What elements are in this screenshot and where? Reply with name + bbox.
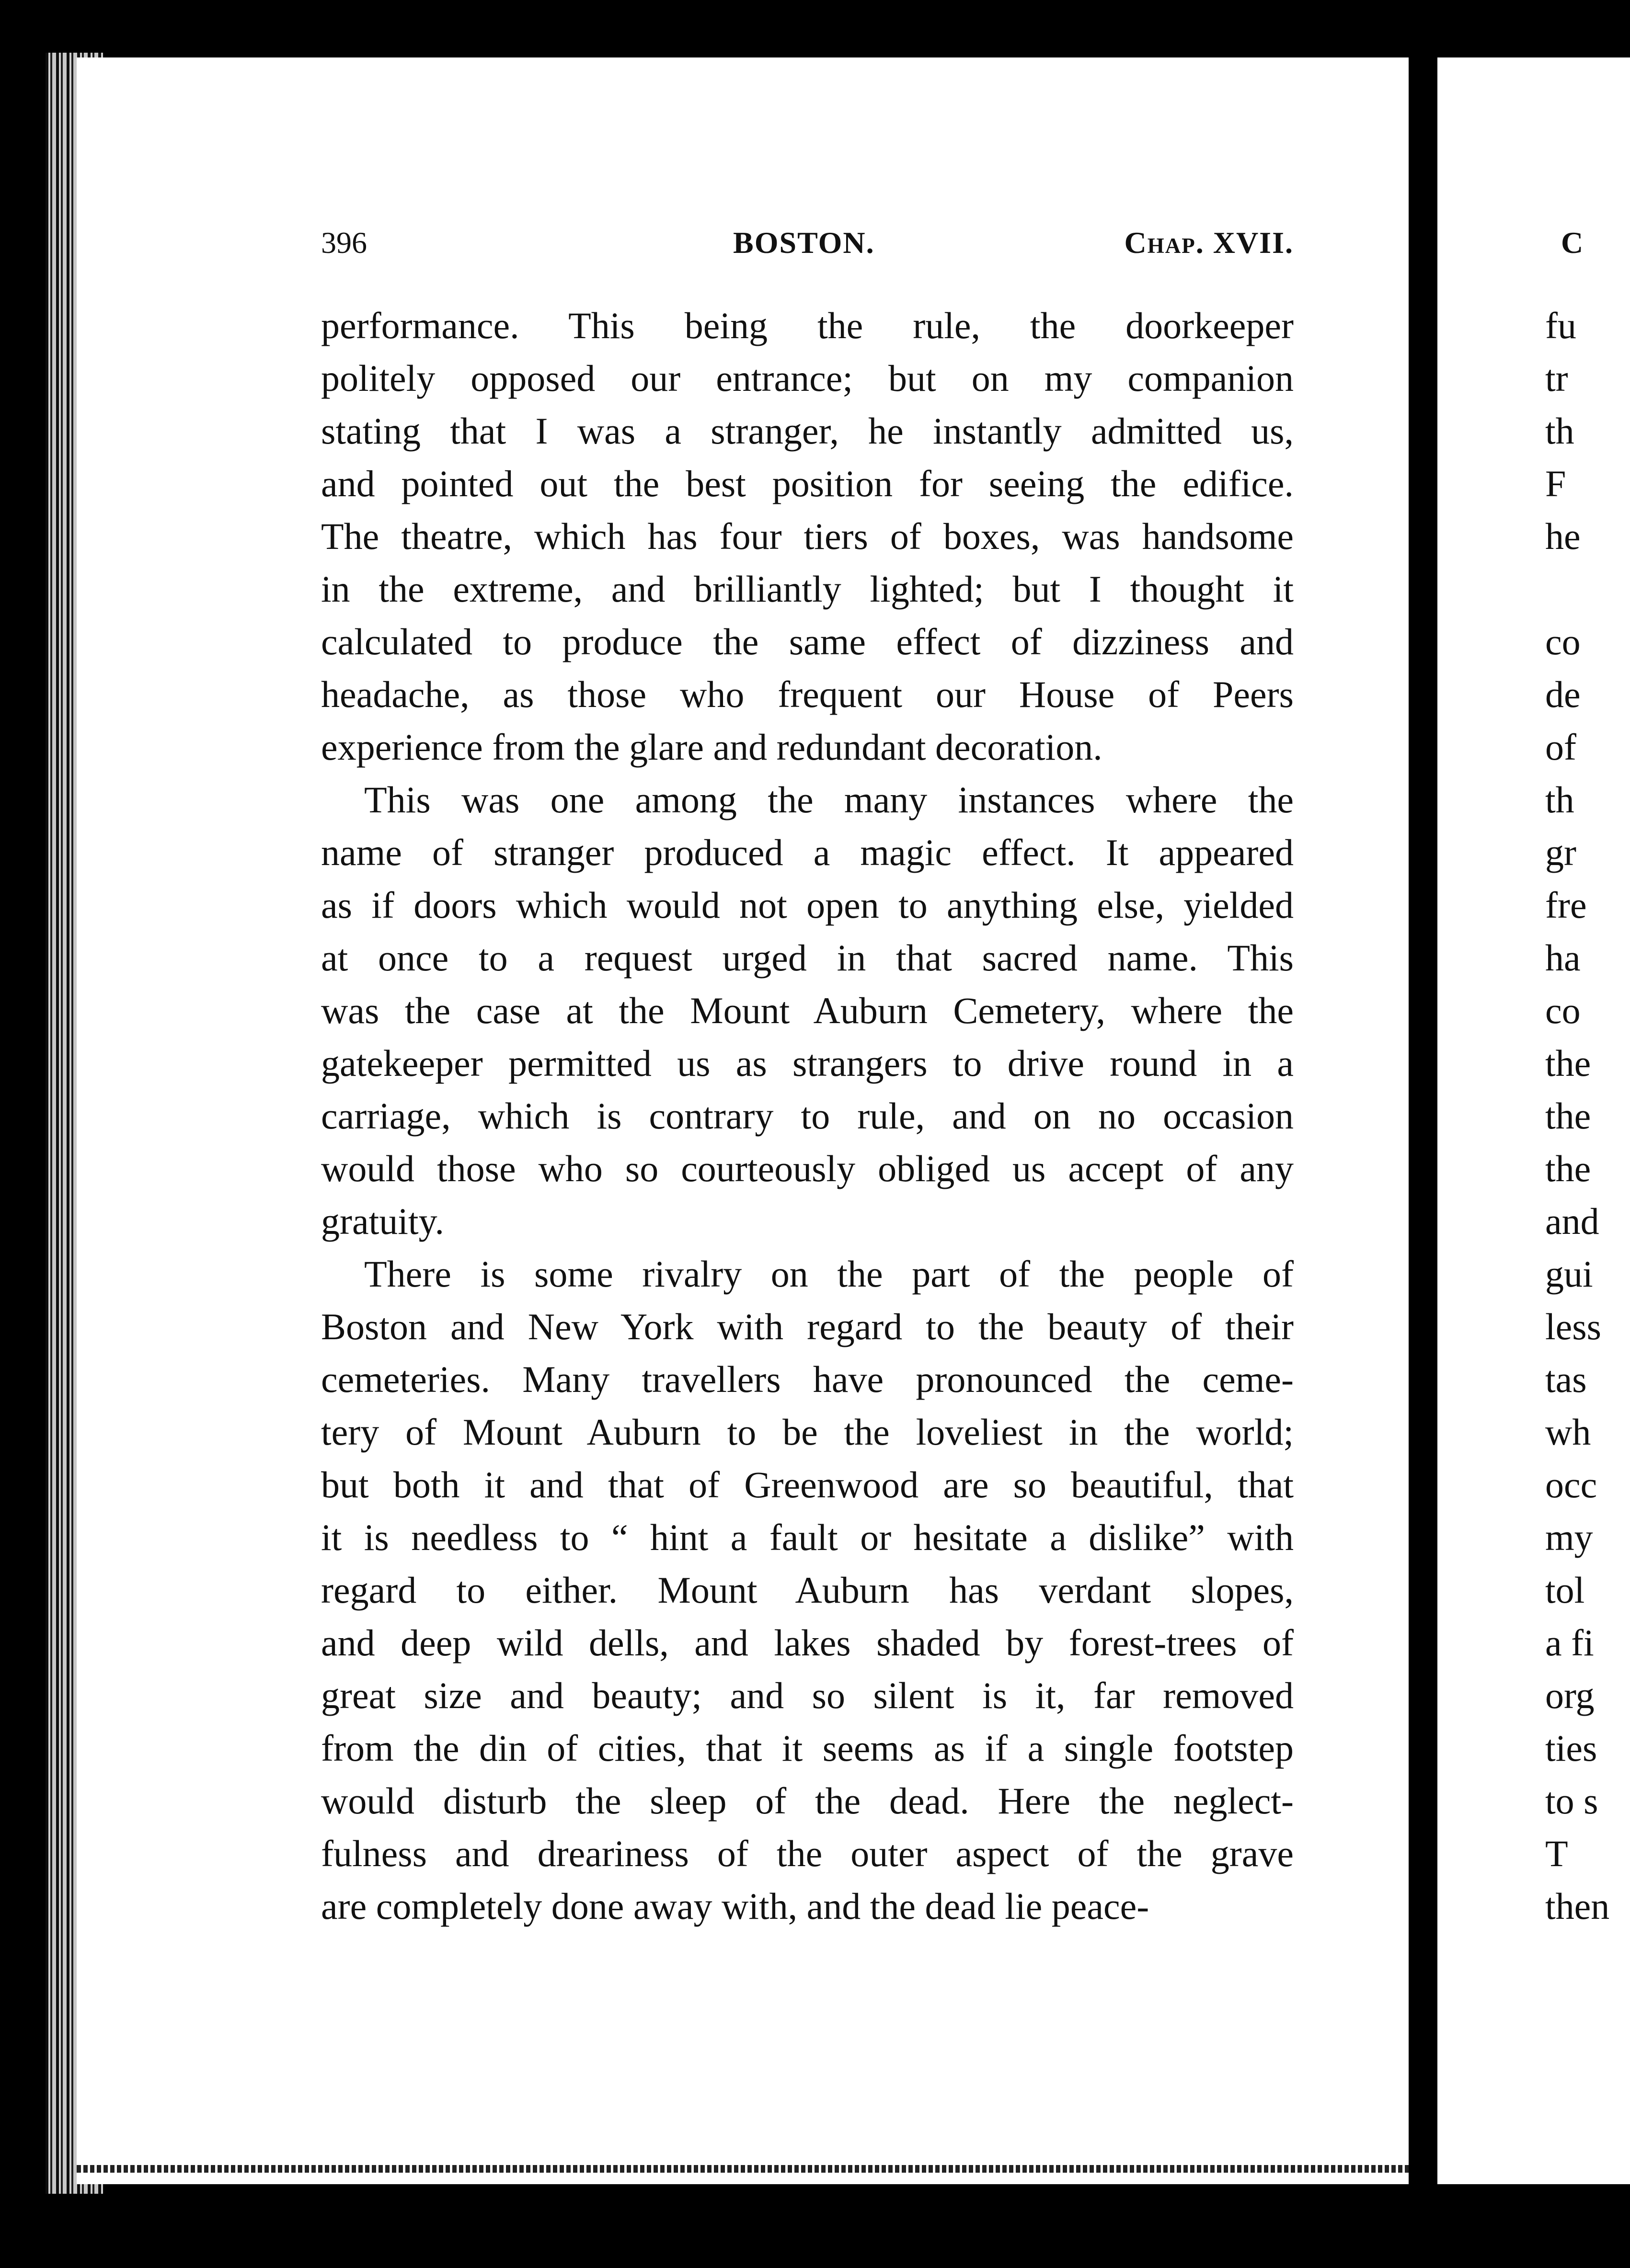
facing-page-fragment: th bbox=[1545, 779, 1574, 821]
facing-page-fragment: fu bbox=[1545, 305, 1576, 346]
text-line: calculated to produce the same effect of dizziness and bbox=[321, 621, 1294, 662]
text-line: carriage, which is contrary to rule, and on no occasion bbox=[321, 1095, 1294, 1137]
chapter-label: Chap. XVII. bbox=[1124, 226, 1294, 260]
text-line: as if doors which would not open to anything else, yielded bbox=[321, 884, 1294, 926]
running-header bbox=[321, 225, 1294, 273]
text-line: headache, as those who frequent our House of Peers bbox=[321, 673, 1294, 715]
facing-page-fragment: tr bbox=[1545, 357, 1568, 399]
facing-page-fragment: T bbox=[1545, 1833, 1568, 1874]
text-line: This was one among the many instances where the bbox=[364, 779, 1294, 821]
paragraph bbox=[321, 774, 1294, 1248]
text-line: at once to a request urged in that sacred name. This bbox=[321, 937, 1294, 979]
facing-page-fragment: gr bbox=[1545, 832, 1576, 873]
facing-page-fragment: gui bbox=[1545, 1253, 1593, 1295]
facing-page-fragment: fre bbox=[1545, 884, 1587, 926]
facing-page-fragment: less bbox=[1545, 1306, 1601, 1347]
facing-page-fragment: wh bbox=[1545, 1411, 1591, 1453]
page-bottom-edge bbox=[77, 2165, 1409, 2173]
facing-page-fragment: ties bbox=[1545, 1727, 1597, 1769]
text-line: gratuity. bbox=[321, 1200, 445, 1242]
text-line: regard to either. Mount Auburn has verdant slopes, bbox=[321, 1569, 1294, 1611]
paragraph bbox=[321, 299, 1294, 774]
text-line: fulness and dreariness of the outer aspect of the grave bbox=[321, 1833, 1294, 1874]
text-line: great size and beauty; and so silent is it, far removed bbox=[321, 1675, 1294, 1716]
text-line: in the extreme, and brilliantly lighted; but I thought it bbox=[321, 568, 1294, 610]
facing-page-fragment: co bbox=[1545, 621, 1581, 662]
text-line: name of stranger produced a magic effect. It appeared bbox=[321, 832, 1294, 873]
text-line: cemeteries. Many travellers have pronounced the ceme- bbox=[321, 1358, 1294, 1400]
text-line: politely opposed our entrance; but on my companion bbox=[321, 357, 1294, 399]
facing-page-header-fragment: C bbox=[1561, 226, 1584, 260]
text-line: stating that I was a stranger, he instantly admitted us, bbox=[321, 410, 1294, 452]
facing-page-fragment: tol bbox=[1545, 1569, 1585, 1611]
running-title: BOSTON. bbox=[733, 226, 875, 260]
facing-page-text-fragments bbox=[1545, 299, 1630, 1933]
text-line: tery of Mount Auburn to be the loveliest in the world; bbox=[321, 1411, 1294, 1453]
facing-page-fragment bbox=[1545, 563, 1630, 615]
text-line: would those who so courteously obliged us accept of any bbox=[321, 1148, 1294, 1189]
text-line: and deep wild dells, and lakes shaded by forest-trees of bbox=[321, 1622, 1294, 1664]
paragraph bbox=[321, 1248, 1294, 1933]
facing-page-fragment: ha bbox=[1545, 937, 1581, 979]
text-line: There is some rivalry on the part of the people of bbox=[364, 1253, 1294, 1295]
text-line: are completely done away with, and the dead lie peace- bbox=[321, 1885, 1149, 1927]
text-line: performance. This being the rule, the doorkeeper bbox=[321, 305, 1294, 346]
text-line: and pointed out the best position for seeing the edifice. bbox=[321, 463, 1294, 504]
text-line: it is needless to “ hint a fault or hesitate a dislike” with bbox=[321, 1516, 1294, 1558]
facing-page-fragment: tas bbox=[1545, 1358, 1587, 1400]
text-line: was the case at the Mount Auburn Cemetery, where the bbox=[321, 990, 1294, 1031]
facing-page-fragment: org bbox=[1545, 1675, 1595, 1716]
body-text bbox=[321, 299, 1294, 1933]
facing-page-fragment: occ bbox=[1545, 1464, 1597, 1505]
text-line: would disturb the sleep of the dead. Here the neglect- bbox=[321, 1780, 1294, 1822]
facing-page-fragment: de bbox=[1545, 673, 1581, 715]
facing-page-fragment: co bbox=[1545, 990, 1581, 1031]
facing-page-fragment: the bbox=[1545, 1095, 1591, 1137]
facing-page-fragment: and bbox=[1545, 1200, 1599, 1242]
text-line: gatekeeper permitted us as strangers to drive round in a bbox=[321, 1042, 1294, 1084]
page-number: 396 bbox=[321, 226, 367, 260]
facing-page-fragment: a fi bbox=[1545, 1622, 1594, 1664]
facing-page-fragment: he bbox=[1545, 515, 1581, 557]
facing-page-fragment: the bbox=[1545, 1148, 1591, 1189]
facing-page-fragment: of bbox=[1545, 726, 1576, 768]
text-line: The theatre, which has four tiers of boxes, was handsome bbox=[321, 515, 1294, 557]
facing-page-fragment: to s bbox=[1545, 1780, 1598, 1822]
facing-page-fragment: then bbox=[1545, 1885, 1610, 1927]
text-line: but both it and that of Greenwood are so beautiful, that bbox=[321, 1464, 1294, 1505]
text-line: experience from the glare and redundant decoration. bbox=[321, 726, 1102, 768]
facing-page-fragment: F bbox=[1545, 463, 1566, 504]
text-line: Boston and New York with regard to the beauty of their bbox=[321, 1306, 1294, 1347]
facing-page-fragment: th bbox=[1545, 410, 1574, 452]
facing-page-fragment: the bbox=[1545, 1042, 1591, 1084]
facing-page-fragment: my bbox=[1545, 1516, 1593, 1558]
text-line: from the din of cities, that it seems as if a single footstep bbox=[321, 1727, 1294, 1769]
